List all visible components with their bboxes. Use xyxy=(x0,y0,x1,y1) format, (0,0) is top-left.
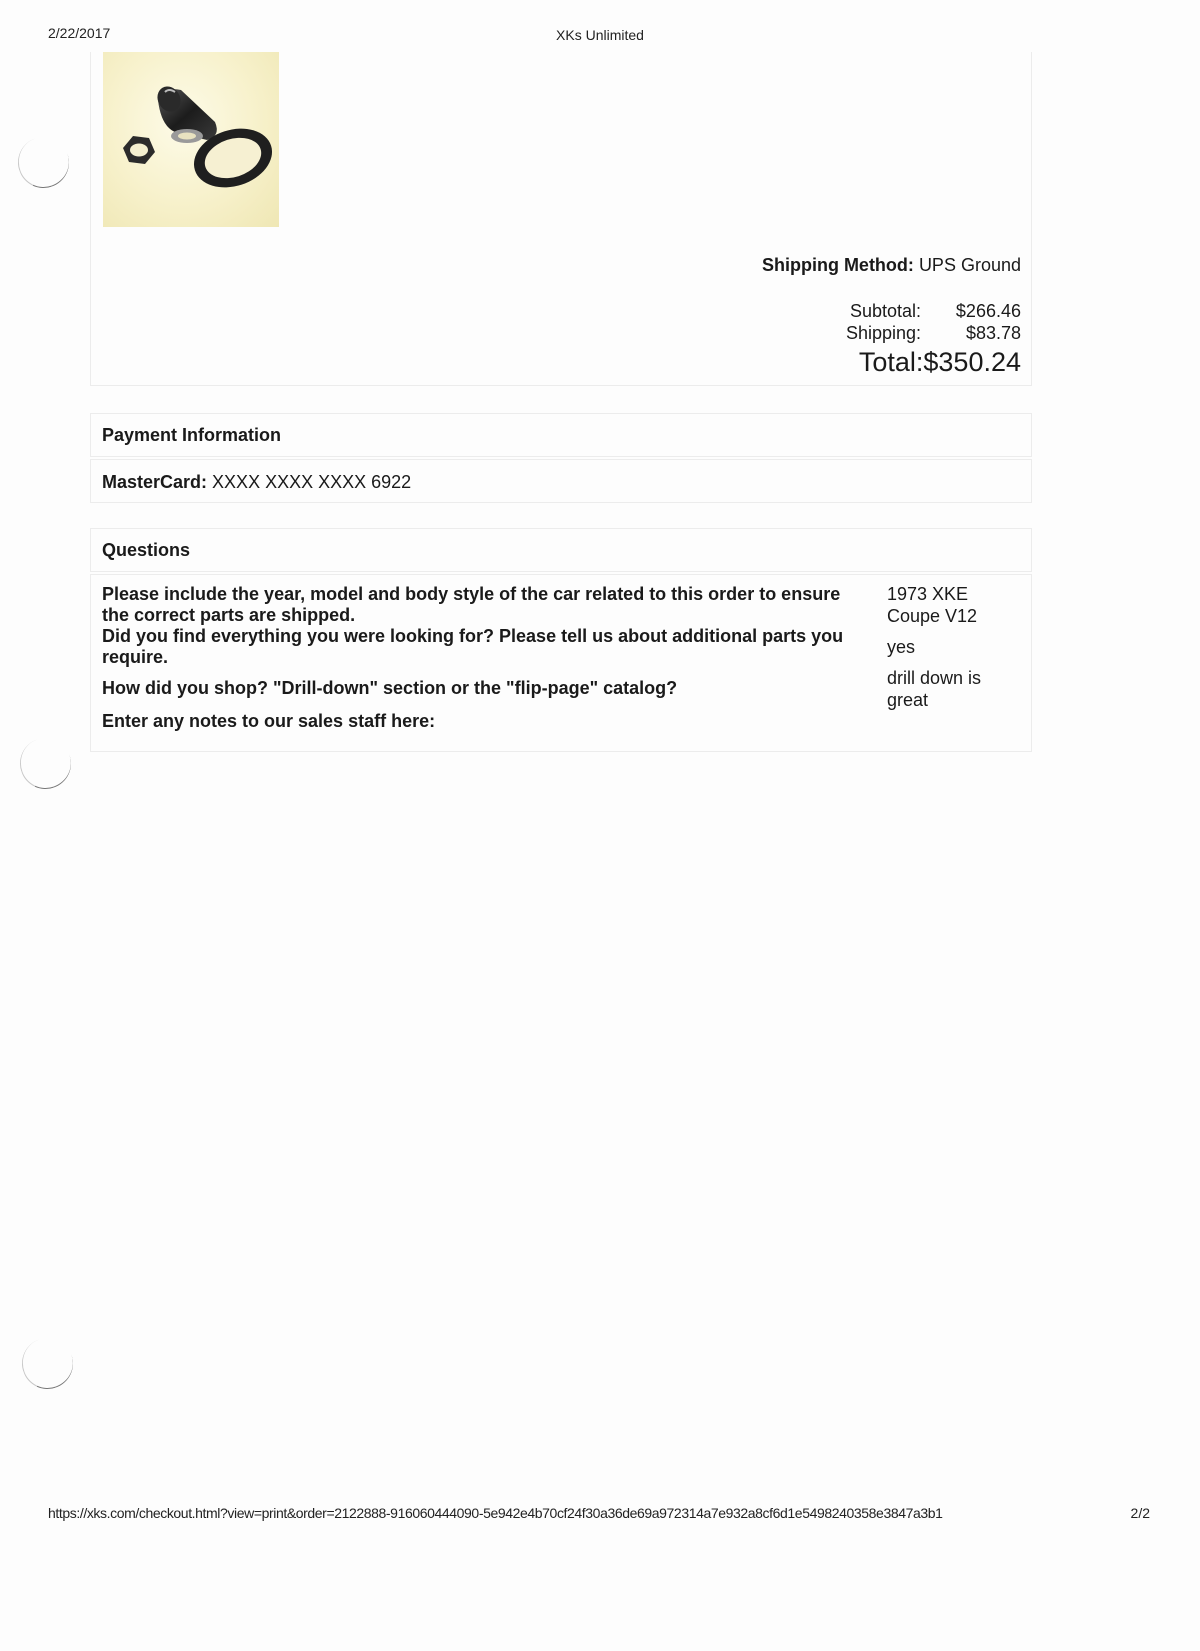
print-date: 2/22/2017 xyxy=(48,25,111,41)
subtotal-value: $266.46 xyxy=(955,301,1021,321)
payment-card-row xyxy=(90,459,1032,503)
subtotal-label: Subtotal: xyxy=(849,301,921,321)
total-label: Total: xyxy=(858,347,924,377)
order-summary-panel xyxy=(90,52,1032,386)
question-found-everything: Did you find everything you were looking for? Please tell us about additional parts you require. xyxy=(102,626,844,667)
product-photo-icon xyxy=(103,52,279,227)
questions-heading: Questions xyxy=(90,528,1032,572)
questions-list xyxy=(90,574,1032,752)
shipping-method xyxy=(762,255,1021,276)
payment-information-heading: Payment Information xyxy=(90,413,1032,457)
punch-hole-top xyxy=(11,130,76,195)
page-indicator: 2/2 xyxy=(1130,1505,1150,1521)
product-image xyxy=(103,52,279,227)
answer-found-everything: yes xyxy=(887,637,916,657)
answer-how-shopped: drill down is great xyxy=(887,668,982,710)
card-type-label: MasterCard: xyxy=(102,472,208,492)
shipping-label: Shipping: xyxy=(845,323,921,343)
card-number: XXXX XXXX XXXX 6922 xyxy=(212,472,412,492)
subtotal-row xyxy=(801,300,1021,322)
punch-hole-bottom xyxy=(15,1331,80,1396)
print-header xyxy=(0,25,1200,45)
total-value: $350.24 xyxy=(923,347,1021,377)
question-sales-notes: Enter any notes to our sales staff here: xyxy=(102,711,436,731)
print-url: https://xks.com/checkout.html?view=print&order=2122888-916060444090-5e942e4b70cf24f30a36de69a972314a7e932a8cf6d1e5498240358e3847a3b1 xyxy=(48,1505,943,1521)
punch-hole-middle xyxy=(13,731,78,796)
total-row xyxy=(801,346,1021,378)
shipping-row xyxy=(801,322,1021,344)
order-totals xyxy=(801,300,1021,378)
shipping-method-value: UPS Ground xyxy=(918,255,1021,275)
question-car-details: Please include the year, model and body style of the car related to this order to ensure the correct parts are shipped. xyxy=(102,584,841,625)
answer-car-details: 1973 XKE Coupe V12 xyxy=(887,584,978,626)
question-how-shopped: How did you shop? "Drill-down" section or the "flip-page" catalog? xyxy=(102,678,678,698)
shipping-value: $83.78 xyxy=(965,323,1021,343)
shipping-method-label: Shipping Method: xyxy=(761,255,914,275)
print-site-title: XKs Unlimited xyxy=(556,27,644,43)
